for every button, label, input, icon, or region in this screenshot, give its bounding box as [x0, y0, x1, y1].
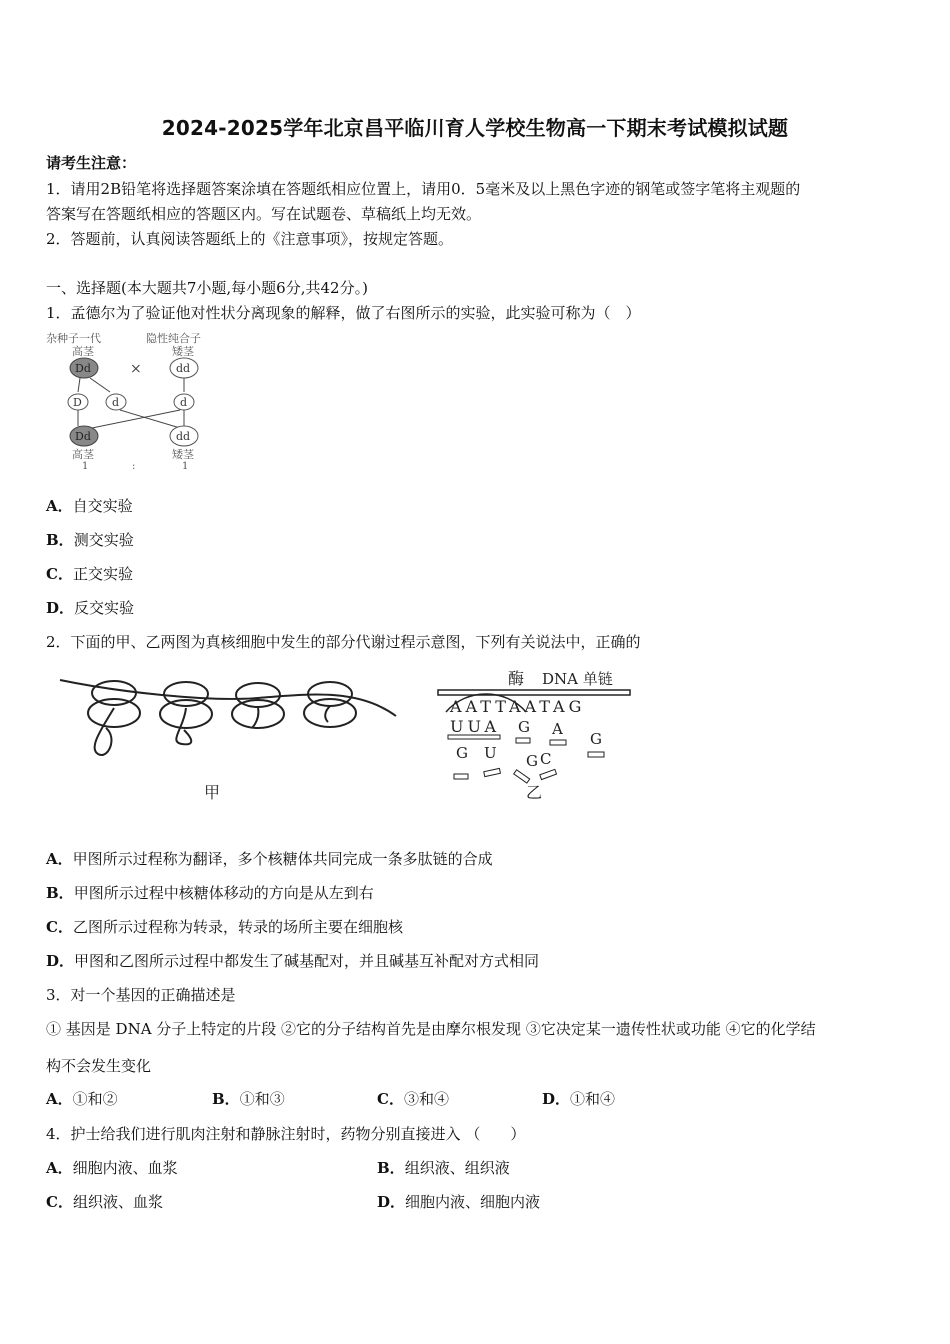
q1-fig-arrow: [90, 378, 110, 392]
notice-item-2: 2．答题前，认真阅读答题纸上的《注意事项》，按规定答题。: [46, 230, 454, 248]
q1-fig-ratio-left: 1: [82, 461, 89, 470]
option-label: D．: [46, 599, 75, 617]
q2-free-nucleotide-2: A: [552, 720, 563, 738]
q2-figure-label-jia: 甲: [204, 783, 221, 802]
q2-free-nucleotide-1: G: [518, 718, 530, 736]
option-label: C．: [377, 1090, 404, 1108]
q3-stem: 3．对一个基因的正确描述是: [46, 986, 236, 1004]
section-heading: 一、选择题(本大题共7小题,每小题6分,共42分。): [46, 279, 368, 297]
q1-fig-left-header: 杂种子一代: [46, 332, 101, 345]
q2-translation-figure: [58, 668, 408, 808]
q2-ribosome-small: [160, 700, 212, 728]
q4-option-d: [377, 1191, 540, 1212]
q1-fig-ratio-right: 1: [182, 461, 189, 470]
option-text: ①和③: [239, 1090, 285, 1108]
q4-stem: 4．护士给我们进行肌肉注射和静脉注射时，药物分别直接进入 （ ）: [46, 1125, 526, 1143]
option-text: 正交实验: [72, 565, 133, 583]
q1-fig-offspring1-pheno: 高茎: [72, 448, 94, 461]
q2-nucleotide-bar: [550, 740, 566, 745]
q4-option-a: [46, 1157, 178, 1178]
option-text: 测交实验: [73, 531, 134, 549]
q2-nucleotide-bar: [454, 774, 468, 779]
q1-fig-parent2-label: dd: [176, 362, 191, 375]
q2-template-bases: AATTAATAG: [450, 697, 586, 716]
q2-nucleotide-bar: [588, 752, 604, 757]
q2-nucleotide-bar: [514, 770, 530, 783]
q2-polypeptide: [176, 708, 191, 744]
q2-ribosome-small: [88, 699, 140, 727]
q1-testcross-figure: [44, 330, 230, 470]
option-text: 乙图所示过程称为转录，转录的场所主要在细胞核: [72, 918, 403, 936]
option-label: A．: [46, 1090, 73, 1108]
notice-heading: 请考生注意：: [46, 154, 137, 172]
q1-fig-arrow: [120, 410, 180, 428]
q2-free-nucleotide-5: U: [484, 744, 497, 762]
q2-transcription-figure: [436, 662, 636, 804]
option-label: A．: [46, 497, 73, 515]
option-label: B．: [377, 1159, 405, 1177]
q1-fig-gamete-1: D: [73, 396, 82, 409]
option-label: C．: [46, 565, 73, 583]
option-text: 组织液、血浆: [72, 1193, 163, 1211]
q4-option-c: [46, 1191, 163, 1212]
q1-fig-arrow: [92, 410, 180, 428]
option-label: B．: [212, 1090, 240, 1108]
q1-fig-right-header: 隐性纯合子: [146, 332, 201, 345]
q1-fig-offspring1-label: Dd: [75, 430, 91, 443]
q2-enzyme-label: 酶: [508, 669, 525, 688]
q2-figure-label-yi: 乙: [526, 783, 543, 802]
q2-free-nucleotide-4: G: [456, 744, 468, 762]
q2-option-d: [46, 950, 539, 971]
q1-fig-parent1-label: Dd: [75, 362, 91, 375]
option-text: 甲图所示过程中核糖体移动的方向是从左到右: [73, 884, 374, 902]
q3-option-d: [542, 1088, 615, 1109]
option-label: D．: [46, 952, 75, 970]
q1-fig-offspring2-label: dd: [176, 430, 191, 443]
option-label: B．: [46, 884, 74, 902]
q2-option-c: [46, 916, 403, 937]
option-text: ①和②: [72, 1090, 118, 1108]
q2-rna-product: UUA: [450, 717, 501, 736]
option-label: D．: [542, 1090, 571, 1108]
option-label: A．: [46, 1159, 73, 1177]
q1-option-d: [46, 597, 134, 618]
option-label: B．: [46, 531, 74, 549]
q2-nucleotide-bar: [516, 738, 530, 743]
option-label: D．: [377, 1193, 406, 1211]
notice-item-1a: 1．请用2B铅笔将选择题答案涂填在答题纸相应位置上，请用0．5毫米及以上黑色字迹的钢笔或签字笔将主观题的: [46, 180, 801, 198]
q3-option-b: [212, 1088, 285, 1109]
option-label: C．: [46, 918, 73, 936]
q3-option-a: [46, 1088, 118, 1109]
q2-free-nucleotide-7: C: [540, 750, 552, 768]
q2-polypeptide: [325, 706, 330, 722]
q1-fig-offspring2-pheno: 矮茎: [172, 448, 194, 461]
q1-fig-arrow: [78, 378, 80, 392]
q2-stem: 2．下面的甲、乙两图为真核细胞中发生的部分代谢过程示意图，下列有关说法中，正确的: [46, 633, 641, 651]
option-text: 组织液、组织液: [404, 1159, 510, 1177]
q2-dna-backbone: [438, 690, 630, 695]
q4-option-b: [377, 1157, 510, 1178]
q2-dna-strand-label: DNA 单链: [542, 670, 613, 688]
q1-fig-ratio-sep: :: [132, 461, 136, 470]
q1-fig-cross-sign: ×: [130, 361, 142, 377]
q1-fig-right-pheno: 矮茎: [172, 345, 194, 358]
option-text: 细胞内液、血浆: [72, 1159, 178, 1177]
q2-option-b: [46, 882, 374, 903]
q1-option-c: [46, 563, 133, 584]
option-text: 自交实验: [72, 497, 133, 515]
q2-nucleotide-bar: [540, 769, 557, 779]
q1-stem: 1．孟德尔为了验证他对性状分离现象的解释，做了右图所示的实验，此实验可称为（ ）: [46, 304, 641, 322]
notice-item-1b: 答案写在答题纸相应的答题区内。写在试题卷、草稿纸上均无效。: [46, 205, 482, 223]
option-text: 甲图和乙图所示过程中都发生了碱基配对，并且碱基互补配对方式相同: [74, 952, 540, 970]
option-text: 甲图所示过程称为翻译，多个核糖体共同完成一条多肽链的合成: [72, 850, 493, 868]
q1-fig-left-pheno: 高茎: [72, 345, 94, 358]
option-text: 细胞内液、细胞内液: [405, 1193, 541, 1211]
q1-fig-gamete-2: d: [112, 396, 120, 409]
q1-option-a: [46, 495, 133, 516]
option-label: C．: [46, 1193, 73, 1211]
q3-body-line-1: ① 基因是 DNA 分子上特定的片段 ②它的分子结构首先是由摩尔根发现 ③它决定某一遗传性状或功能 ④它的化学结: [46, 1020, 816, 1038]
q2-ribosome-small: [304, 699, 356, 727]
q2-nucleotide-bar: [484, 768, 501, 776]
q2-polypeptide: [252, 708, 258, 728]
option-text: ①和④: [570, 1090, 616, 1108]
option-label: A．: [46, 850, 73, 868]
q3-option-c: [377, 1088, 449, 1109]
q1-fig-gamete-3: d: [180, 396, 188, 409]
option-text: 反交实验: [74, 599, 135, 617]
q3-body-line-2: 构不会发生变化: [46, 1057, 152, 1075]
page-title: 2024-2025学年北京昌平临川育人学校生物高一下期末考试模拟试题: [161, 116, 789, 140]
q1-option-b: [46, 529, 134, 550]
q2-option-a: [46, 848, 493, 869]
option-text: ③和④: [403, 1090, 449, 1108]
q2-polypeptide: [95, 708, 114, 755]
q2-free-nucleotide-3: G: [590, 730, 602, 748]
q2-free-nucleotide-6: G: [526, 752, 538, 770]
